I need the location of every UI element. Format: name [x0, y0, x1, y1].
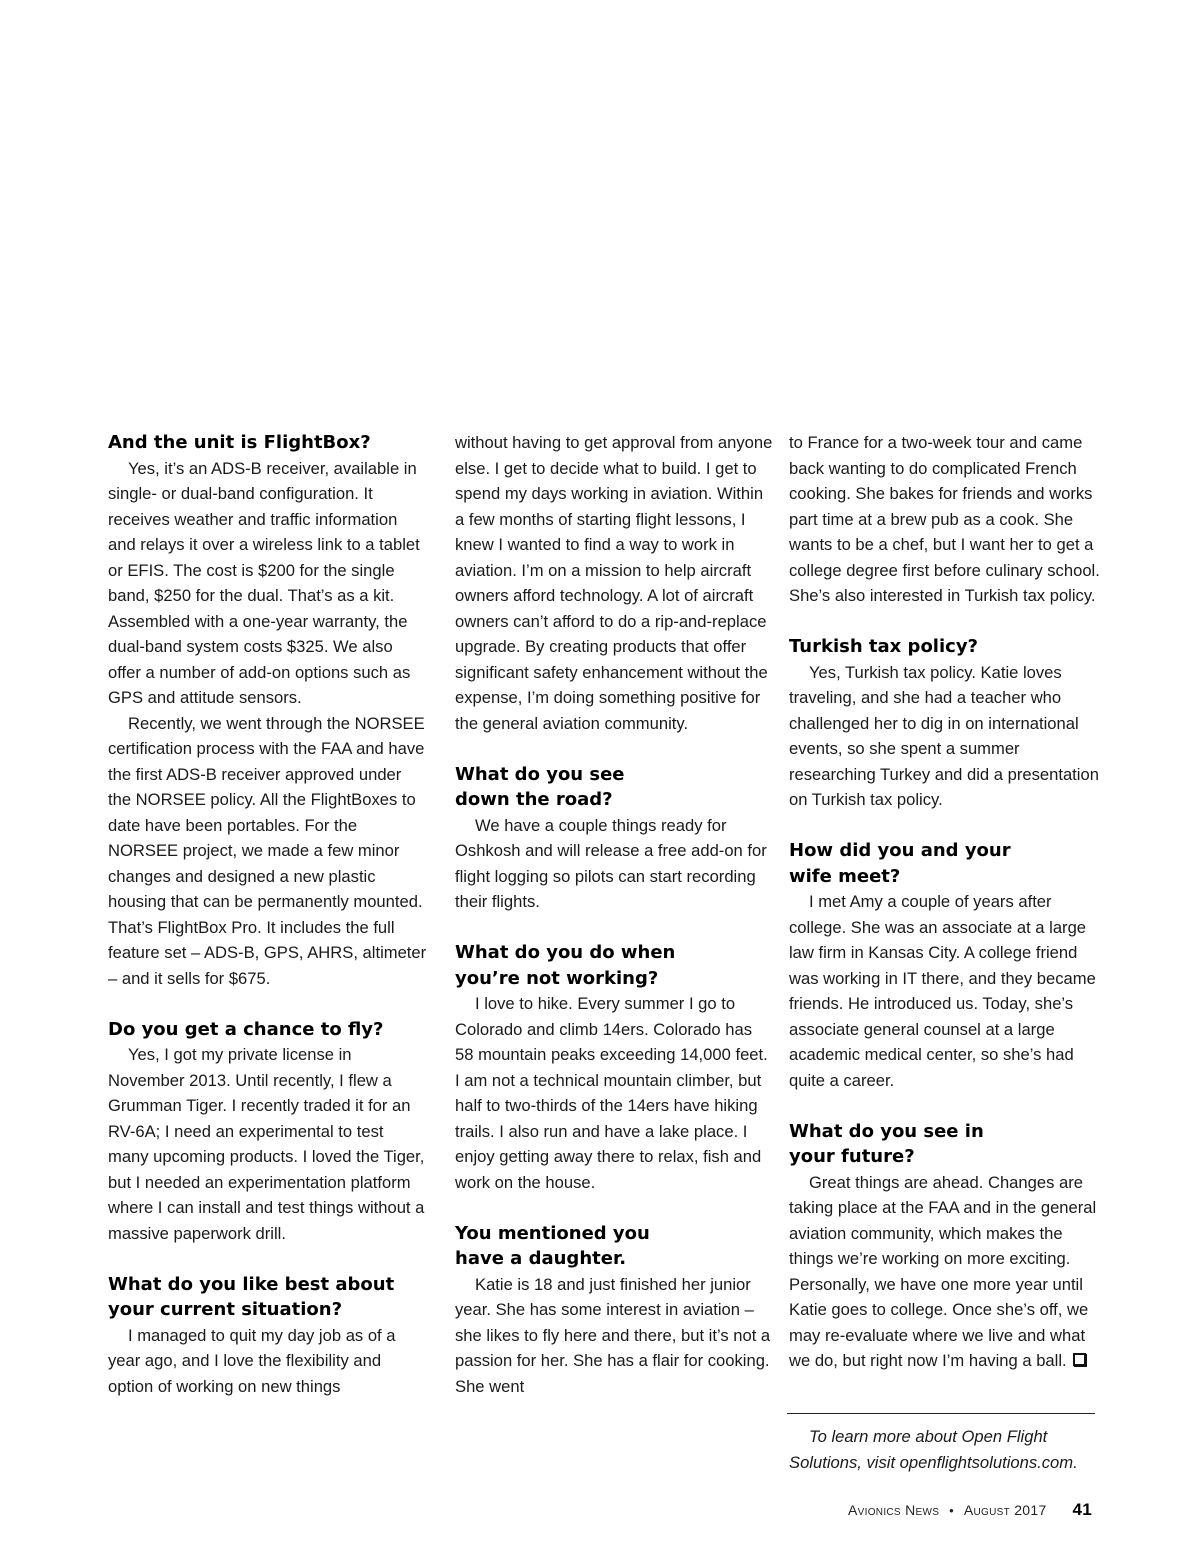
footer-separator: • — [949, 1503, 954, 1518]
heading-line: You mentioned you — [455, 1222, 650, 1244]
heading-line: What do you do when — [455, 942, 676, 963]
paragraph: to France for a two-week tour and came back wanting to do complicated French cooking. She bakes for friends and works part time at a brew pub as a cook. She wants to be a chef, but I want her to get a college degree first before culinary school. She’s also interested in Turkish tax policy. — [789, 433, 1100, 605]
section-heading — [789, 838, 1109, 889]
section-heading: Do you get a chance to fly? — [108, 1018, 384, 1040]
paragraph: Katie is 18 and just finished her junior year. She has some interest in aviation – she likes to fly here and there, but it’s not a passion for her. She has a flair for cooking. She went — [455, 1274, 771, 1396]
section-heading — [455, 1221, 775, 1272]
article-column-2 — [455, 430, 775, 1399]
heading-line: your current situation? — [108, 1299, 343, 1320]
section-heading: Turkish tax policy? — [789, 636, 978, 657]
paragraph: I love to hike. Every summer I go to Colorado and climb 14ers. Colorado has 58 mountain peaks exceeding 14,000 feet. I am not a technical mountain climber, but half to two-thirds of the 14ers have hiking trails. I also run and have a lake place. I enjoy getting away there to relax, fish and work on the house. — [455, 994, 768, 1192]
paragraph-text: Great things are ahead. Changes are taking place at the FAA and in the general aviation community, which makes the things we’re working on more exciting. Personally, we have one more year until Katie goes to college. Once she’s off, we may re-evaluate where we live and what we do, but right now I’m having a ball. — [789, 1172, 1097, 1370]
paragraph: We have a couple things ready for Oshkosh and will release a free add-on for flight logging so pilots can start recording their flights. — [455, 815, 767, 911]
page-number: 41 — [1072, 1500, 1092, 1519]
heading-line: What do you like best about — [108, 1273, 395, 1295]
paragraph: Yes, Turkish tax policy. Katie loves traveling, and she had a teacher who challenged her to dig in on international events, so she spent a summer researching Turkey and did a presentation on Turkish tax policy. — [789, 662, 1099, 809]
heading-line: you’re not working? — [455, 967, 659, 989]
article-column-1 — [108, 430, 428, 1399]
promo-line: To learn more about Open Flight — [809, 1427, 1048, 1446]
heading-line: What do you see — [455, 763, 625, 785]
end-of-article-icon — [1073, 1353, 1086, 1366]
paragraph: I met Amy a couple of years after college. She was an associate at a large law firm in Kansas City. A college friend was working in IT there, and they became friends. He introduced us. Today, she’s associate general counsel at a large academic medical center, so she’s had quite a career. — [789, 892, 1096, 1090]
divider-rule — [787, 1413, 1095, 1414]
issue-date: August 2017 — [963, 1502, 1047, 1518]
section-heading: And the unit is FlightBox? — [108, 432, 371, 453]
page-footer — [848, 1500, 1092, 1520]
heading-line: your future? — [789, 1146, 915, 1167]
promo-line: Solutions, visit openflightsolutions.com. — [789, 1452, 1078, 1472]
section-heading — [108, 1272, 428, 1323]
paragraph: I managed to quit my day job as of a year ago, and I love the flexibility and option of working on new things — [108, 1325, 396, 1396]
paragraph: Recently, we went through the NORSEE certification process with the FAA and have the first ADS-B receiver approved under the NORSEE policy. All the FlightBoxes to date have been portables. For the NORSEE project, we made a few minor changes and designed a new plastic housing that can be permanently mounted. That’s FlightBox Pro. It includes the full feature set – ADS-B, GPS, AHRS, altimeter – and it sells for $675. — [108, 713, 427, 988]
paragraph: without having to get approval from anyone else. I get to decide what to build. I get to spend my days working in aviation. Within a few months of starting flight lessons, I knew I wanted to find a way to work in aviation. I’m on a mission to help aircraft owners afford technology. A lot of aircraft owners can’t afford to do a rip-and-replace upgrade. By creating products that offer significant safety enhancement without the expense, I’m doing something positive for the general aviation community. — [455, 433, 773, 733]
section-heading — [455, 762, 775, 813]
heading-line: How did you and your — [789, 840, 1011, 861]
heading-line: down the road? — [455, 789, 613, 810]
heading-line: wife meet? — [789, 865, 901, 887]
paragraph: Yes, I got my private license in November 2013. Until recently, I flew a Grumman Tiger. I recently traded it for an RV-6A; I need an experimental to test many upcoming products. I loved the Tiger, but I needed an experimentation platform where I can install and test things without a massive paperwork drill. — [108, 1045, 425, 1243]
paragraph: Yes, it’s an ADS-B receiver, available in single- or dual-band configuration. It receives weather and traffic information and relays it over a wireless link to a tablet or EFIS. The cost is $200 for the single band, $250 for the dual. That’s as a kit. Assembled with a one-year warranty, the dual-band system costs $325. We also offer a number of add-on options such as GPS and attitude sensors. — [108, 458, 420, 707]
article-column-3 — [789, 430, 1109, 1374]
publication-name: Avionics News — [848, 1502, 940, 1518]
heading-line: What do you see in — [789, 1120, 984, 1142]
paragraph-final — [789, 1170, 1109, 1374]
heading-line: have a daughter. — [455, 1248, 627, 1269]
promo-note — [789, 1424, 1109, 1475]
section-heading — [789, 1119, 1109, 1170]
section-heading — [455, 940, 775, 991]
